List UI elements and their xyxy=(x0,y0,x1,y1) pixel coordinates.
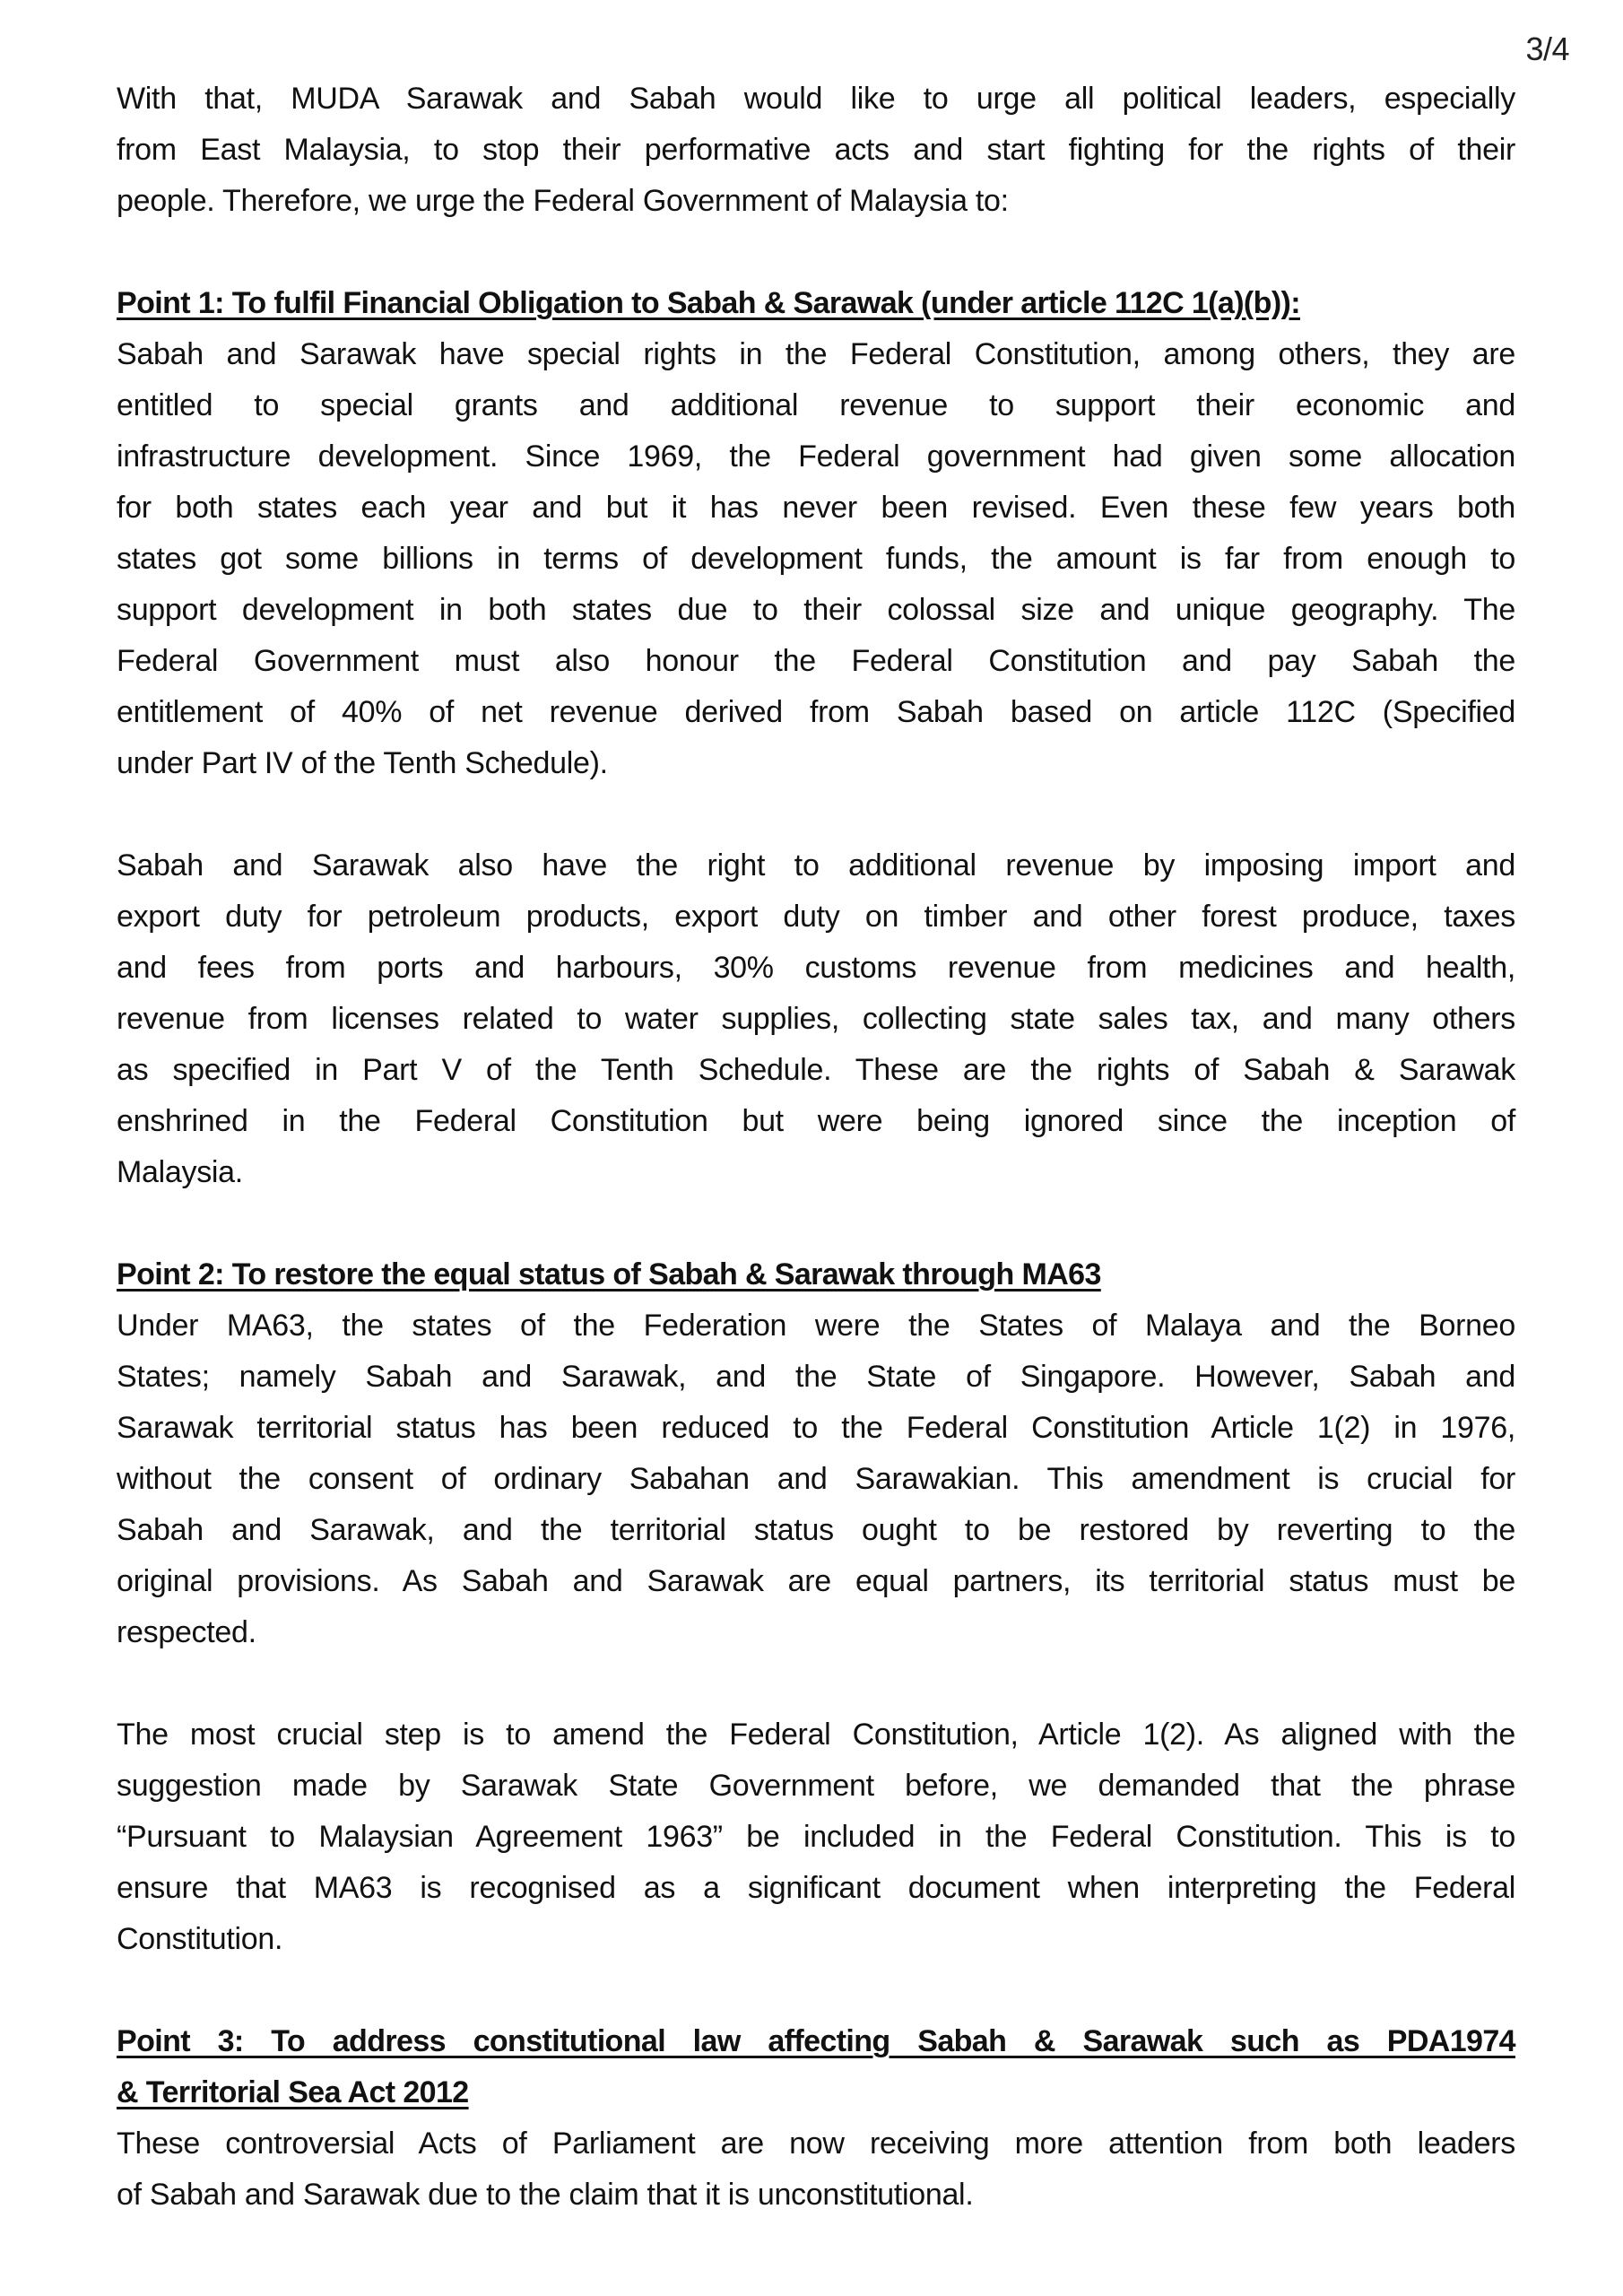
text-line: States; namely Sabah and Sarawak, and the State of Singapore. However, Sabah and xyxy=(117,1360,1515,1394)
text-line: Sabah and Sarawak have special rights in the Federal Constitution, among others, they are xyxy=(117,337,1515,371)
text-line: These controversial Acts of Parliament are now receiving more attention from both leaders xyxy=(117,2126,1515,2161)
text-line: from East Malaysia, to stop their performative acts and start fighting for the rights of their xyxy=(117,133,1515,167)
text-line: Constitution. xyxy=(117,1922,283,1956)
paragraph-spacer xyxy=(117,227,1515,278)
text-line: without the consent of ordinary Sabahan and Sarawakian. This amendment is crucial for xyxy=(117,1462,1515,1496)
text-line: people. Therefore, we urge the Federal Government of Malaysia to: xyxy=(117,184,1009,218)
text-line: suggestion made by Sarawak State Government before, we demanded that the phrase xyxy=(117,1769,1515,1803)
point-1-heading xyxy=(117,278,1515,329)
text-line: “Pursuant to Malaysian Agreement 1963” be included in the Federal Constitution. This is to xyxy=(117,1820,1515,1854)
text-line: export duty for petroleum products, export duty on timber and other forest produce, taxes xyxy=(117,900,1515,934)
text-line: states got some billions in terms of development funds, the amount is far from enough to xyxy=(117,542,1515,576)
heading-line: Point 1: To fulfil Financial Obligation to Sabah & Sarawak (under article 112C 1(a)(b)): xyxy=(117,286,1300,320)
text-line: and fees from ports and harbours, 30% customs revenue from medicines and health, xyxy=(117,951,1515,985)
heading-line: Point 3: To address constitutional law affecting Sabah & Sarawak such as PDA1974 xyxy=(117,2024,1515,2058)
point-3-paragraph-1 xyxy=(117,2118,1515,2221)
intro-paragraph xyxy=(117,74,1515,227)
text-line: Sarawak territorial status has been reduced to the Federal Constitution Article 1(2) in 1976, xyxy=(117,1411,1515,1445)
text-line: for both states each year and but it has never been revised. Even these few years both xyxy=(117,491,1515,525)
text-line: infrastructure development. Since 1969, the Federal government had given some allocation xyxy=(117,439,1515,474)
text-line: With that, MUDA Sarawak and Sabah would like to urge all political leaders, especially xyxy=(117,82,1515,116)
page-number: 3/4 xyxy=(1525,30,1569,67)
heading-line: & Territorial Sea Act 2012 xyxy=(117,2075,469,2109)
text-line: The most crucial step is to amend the Federal Constitution, Article 1(2). As aligned with the xyxy=(117,1718,1515,1752)
point-2-paragraph-2 xyxy=(117,1709,1515,1965)
paragraph-spacer xyxy=(117,1198,1515,1249)
text-line: Sabah and Sarawak also have the right to additional revenue by imposing import and xyxy=(117,848,1515,883)
point-2-paragraph-1 xyxy=(117,1300,1515,1658)
point-1-paragraph-2 xyxy=(117,840,1515,1198)
text-line: entitlement of 40% of net revenue derived from Sabah based on article 112C (Specified xyxy=(117,695,1515,729)
text-line: entitled to special grants and additional revenue to support their economic and xyxy=(117,388,1515,422)
text-line: ensure that MA63 is recognised as a significant document when interpreting the Federal xyxy=(117,1871,1515,1905)
text-line: under Part IV of the Tenth Schedule). xyxy=(117,746,608,780)
document-body xyxy=(117,74,1515,2221)
paragraph-spacer xyxy=(117,1965,1515,2016)
text-line: revenue from licenses related to water supplies, collecting state sales tax, and many others xyxy=(117,1002,1515,1036)
text-line: Sabah and Sarawak, and the territorial status ought to be restored by reverting to the xyxy=(117,1513,1515,1547)
paragraph-spacer xyxy=(117,1658,1515,1709)
paragraph-spacer xyxy=(117,789,1515,840)
text-line: original provisions. As Sabah and Sarawak are equal partners, its territorial status must be xyxy=(117,1564,1515,1598)
text-line: Malaysia. xyxy=(117,1155,243,1189)
text-line: respected. xyxy=(117,1615,256,1649)
text-line: enshrined in the Federal Constitution but were being ignored since the inception of xyxy=(117,1104,1515,1138)
point-1-paragraph-1 xyxy=(117,329,1515,789)
text-line: Under MA63, the states of the Federation were the States of Malaya and the Borneo xyxy=(117,1309,1515,1343)
point-3-heading xyxy=(117,2016,1515,2118)
text-line: Federal Government must also honour the Federal Constitution and pay Sabah the xyxy=(117,644,1515,678)
point-2-heading xyxy=(117,1249,1515,1300)
text-line: support development in both states due to their colossal size and unique geography. The xyxy=(117,593,1515,627)
heading-line: Point 2: To restore the equal status of Sabah & Sarawak through MA63 xyxy=(117,1257,1101,1292)
text-line: of Sabah and Sarawak due to the claim that it is unconstitutional. xyxy=(117,2178,974,2212)
text-line: as specified in Part V of the Tenth Schedule. These are the rights of Sabah & Sarawak xyxy=(117,1053,1515,1087)
